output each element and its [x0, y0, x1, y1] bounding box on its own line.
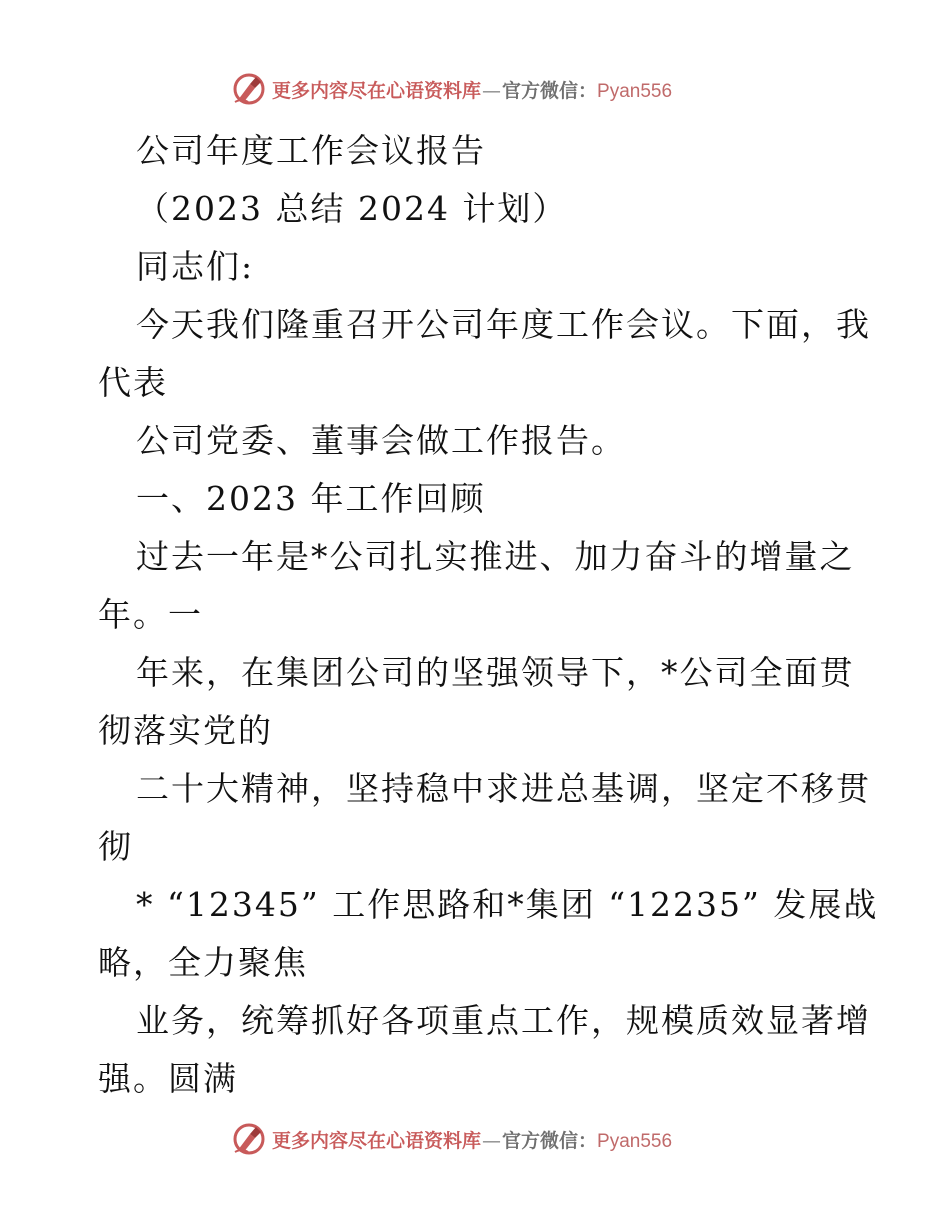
- document-body: [98, 122, 879, 1108]
- doc-subtitle: （2023 总结 2024 计划）: [136, 189, 568, 228]
- watermark-label: 官方微信：: [502, 79, 598, 102]
- doc-section-heading: 一、2023 年工作回顾: [136, 479, 486, 518]
- watermark-separator: —: [482, 1129, 502, 1152]
- doc-line: 业务，统筹抓好各项重点工作，规模质效显著增: [136, 1001, 871, 1040]
- doc-line: 代表: [98, 363, 168, 402]
- footer-watermark: [232, 1121, 672, 1157]
- doc-line: 过去一年是*公司扎实推进、加力奋斗的增量之: [136, 537, 855, 576]
- header-watermark: [232, 71, 672, 107]
- doc-line: 略，全力聚焦: [98, 943, 308, 982]
- watermark-label: 官方微信：: [502, 1129, 598, 1152]
- doc-line: 彻: [98, 827, 133, 866]
- doc-line: 年来，在集团公司的坚强领导下，*公司全面贯: [136, 653, 855, 692]
- doc-line: 彻落实党的: [98, 711, 273, 750]
- doc-line: 公司党委、董事会做工作报告。: [136, 421, 626, 460]
- watermark-wechat-id: Pyan556: [597, 80, 673, 102]
- watermark-brand: 更多内容尽在心语资料库: [272, 1129, 482, 1152]
- doc-line: 年。一: [98, 595, 203, 634]
- doc-title: 公司年度工作会议报告: [136, 131, 486, 170]
- watermark-wechat-id: Pyan556: [597, 1130, 673, 1152]
- watermark-text: [272, 76, 672, 103]
- pen-logo-icon: [232, 1122, 266, 1156]
- doc-line: 今天我们隆重召开公司年度工作会议。下面，我: [136, 305, 871, 344]
- doc-line: * “12345” 工作思路和*集团 “12235” 发展战: [136, 885, 879, 924]
- doc-line: 强。圆满: [98, 1059, 238, 1098]
- pen-logo-icon: [232, 72, 266, 106]
- watermark-brand: 更多内容尽在心语资料库: [272, 79, 482, 102]
- doc-salutation: 同志们:: [136, 247, 255, 286]
- watermark-separator: —: [482, 79, 502, 102]
- doc-line: 二十大精神，坚持稳中求进总基调，坚定不移贯: [136, 769, 871, 808]
- watermark-text: [272, 1126, 672, 1153]
